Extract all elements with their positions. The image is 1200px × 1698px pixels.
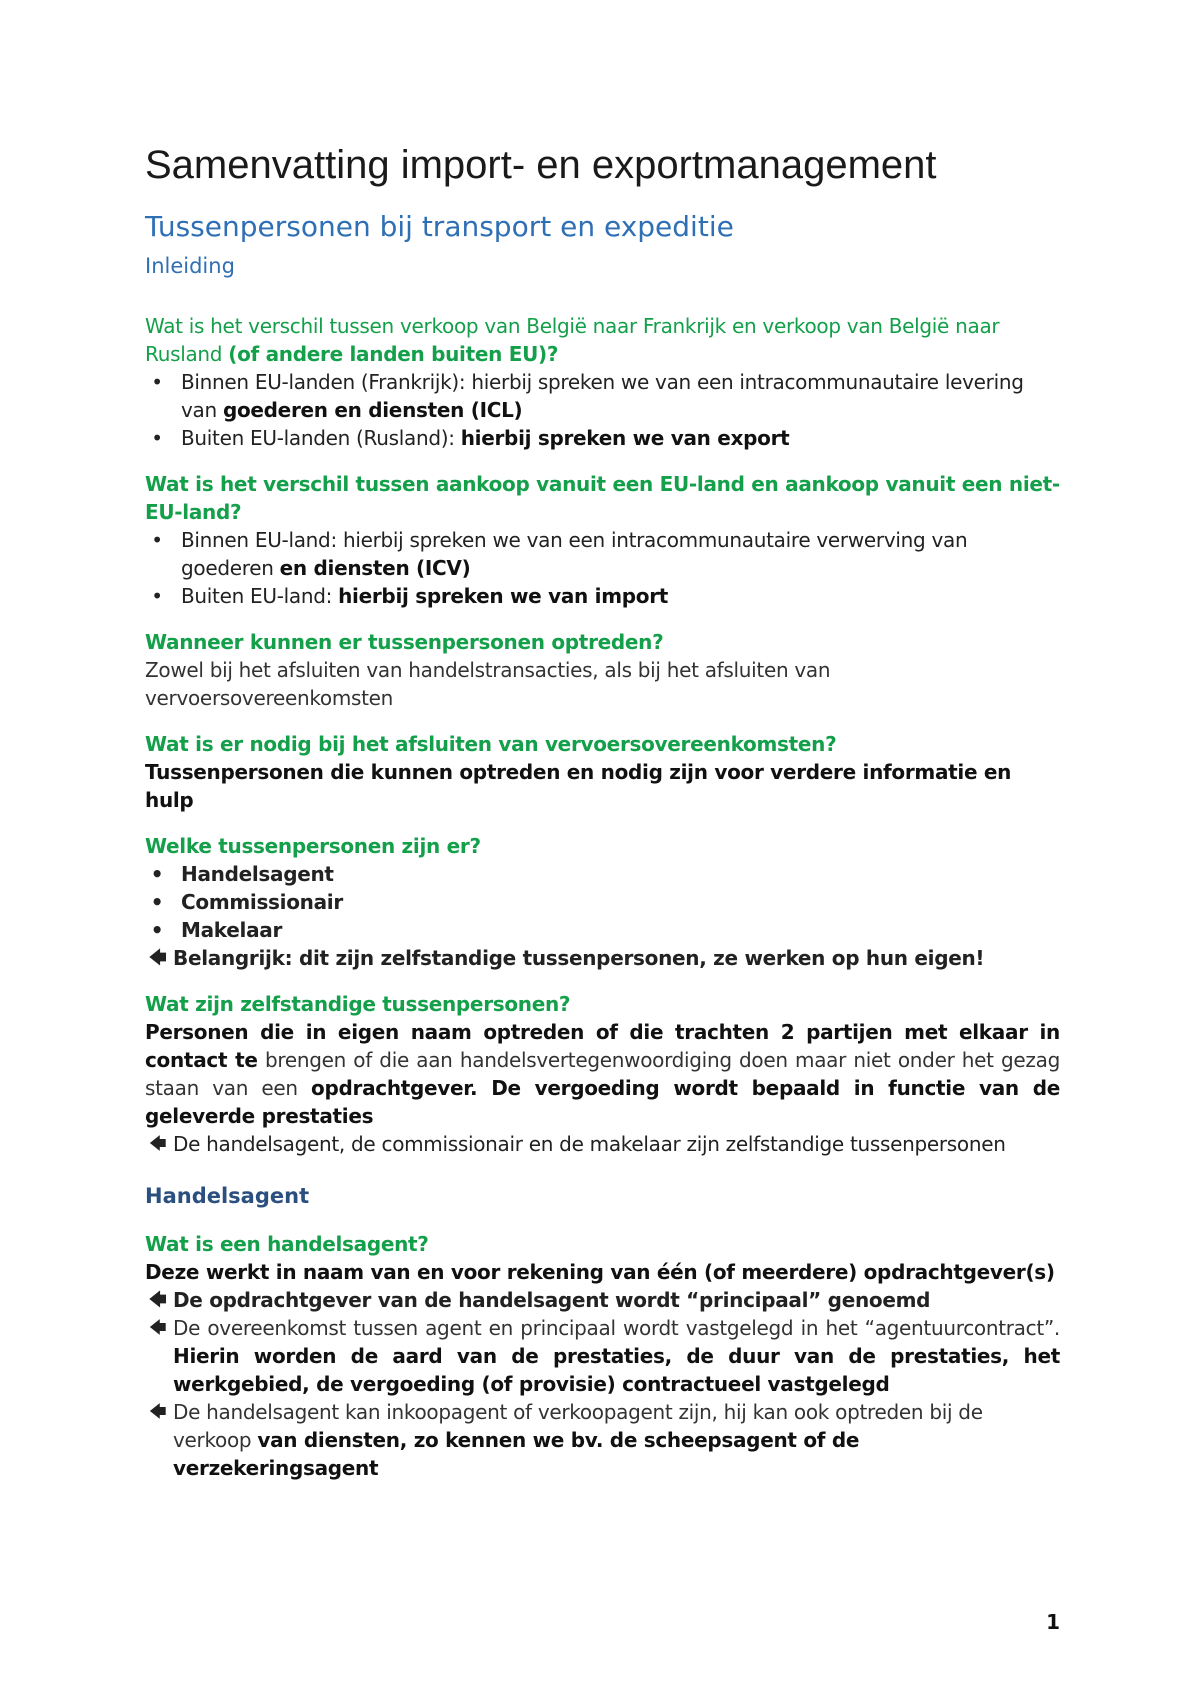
answer-6: Personen die in eigen naam optreden of die trachten 2 partijen met elkaar in contact te brengen of die aan handelsvertegenwoordiging doen maar niet onder het gezag staan van een opdrachtgever. De vergoeding wordt bepaald in functie van de geleverde prestaties	[145, 1020, 1060, 1128]
page-number: 1	[1046, 1610, 1060, 1634]
answer-3: Zowel bij het afsluiten van handelstransacties, als bij het afsluiten van vervoersovereenkomsten	[145, 658, 831, 710]
question-7: Wat is een handelsagent?	[145, 1232, 429, 1256]
document-title: Samenvatting import- en exportmanagement	[145, 143, 937, 187]
list-item: • Binnen EU-landen (Frankrijk): hierbij spreken we van een intracommunautaire levering van goederen en diensten (ICL)	[151, 370, 1024, 422]
arrow-icon: 🡄	[149, 1290, 167, 1310]
list-item: • Makelaar	[150, 918, 283, 942]
list-item: • Buiten EU-landen (Rusland): hierbij spreken we van export	[151, 426, 790, 450]
question-5: Welke tussenpersonen zijn er?	[145, 834, 481, 858]
list-item: • Binnen EU-land: hierbij spreken we van een intracommunautaire verwerving van goederen en diensten (ICV)	[151, 528, 968, 580]
note: 🡄 De overeenkomst tussen agent en principaal wordt vastgelegd in het “agentuurcontract”. Hierin worden de aard van de prestaties, de duur van de prestaties, het werkgebied, de vergoeding (of provisie) contractueel vastgelegd	[149, 1316, 1060, 1396]
question-3: Wanneer kunnen er tussenpersonen optreden?	[145, 630, 664, 654]
page-content	[145, 140, 1060, 1482]
list-item: • Buiten EU-land: hierbij spreken we van import	[151, 584, 669, 608]
section-title: Tussenpersonen bij transport en expeditie	[145, 210, 734, 243]
answer-7: Deze werkt in naam van en voor rekening van één (of meerdere) opdrachtgever(s)	[145, 1260, 1055, 1284]
arrow-icon: 🡄	[149, 1318, 167, 1338]
question-4: Wat is er nodig bij het afsluiten van vervoersovereenkomsten?	[145, 732, 837, 756]
question-2: Wat is het verschil tussen aankoop vanuit een EU-land en aankoop vanuit een niet-EU-land?	[145, 472, 1060, 524]
list-item: • Handelsagent	[150, 862, 334, 886]
note: 🡄 De handelsagent, de commissionair en de makelaar zijn zelfstandige tussenpersonen	[149, 1132, 1006, 1156]
question-6: Wat zijn zelfstandige tussenpersonen?	[145, 992, 571, 1016]
subsection-inleiding: Inleiding	[145, 254, 235, 278]
subsection-handelsagent: Handelsagent	[145, 1184, 310, 1208]
note: 🡄 De opdrachtgever van de handelsagent wordt “principaal” genoemd	[149, 1288, 931, 1312]
list-item: • Commissionair	[150, 890, 343, 914]
question-1-text: Wat is het verschil tussen verkoop van België naar Frankrijk en verkoop van België naar Rusland	[145, 314, 1000, 366]
question-2-bullets	[145, 526, 1060, 610]
question-5-bullets	[145, 860, 1060, 944]
question-1	[145, 312, 1060, 368]
answer-4: Tussenpersonen die kunnen optreden en nodig zijn voor verdere informatie en hulp	[145, 760, 1012, 812]
arrow-icon: 🡄	[149, 948, 167, 968]
arrow-icon: 🡄	[149, 1402, 167, 1422]
note: 🡄 Belangrijk: dit zijn zelfstandige tussenpersonen, ze werken op hun eigen!	[149, 946, 985, 970]
arrow-icon: 🡄	[149, 1134, 167, 1154]
question-1-bold: (of andere landen buiten EU)?	[228, 342, 559, 366]
note: 🡄 De handelsagent kan inkoopagent of verkoopagent zijn, hij kan ook optreden bij de verkoop van diensten, zo kennen we bv. de scheepsagent of de verzekeringsagent	[149, 1400, 983, 1480]
question-1-bullets	[145, 368, 1060, 452]
